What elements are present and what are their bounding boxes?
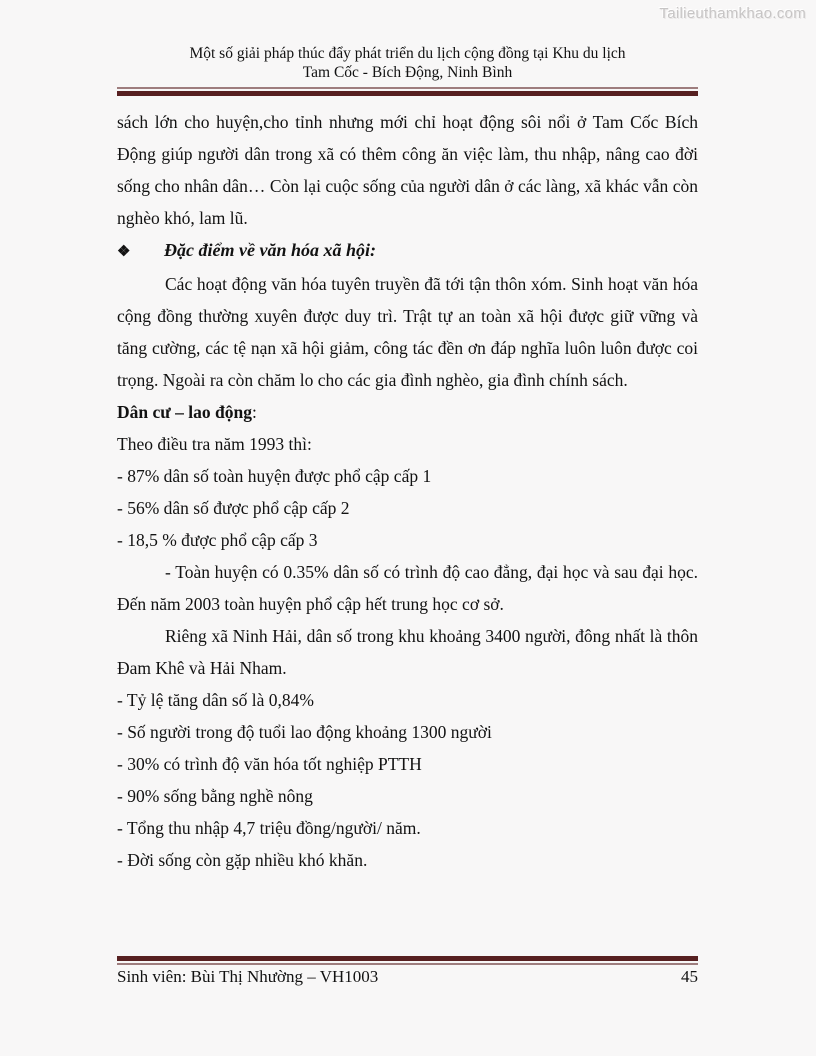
subheading-row — [117, 396, 698, 428]
list-item: - Số người trong độ tuổi lao động khoảng 1300 người — [117, 722, 492, 742]
header-divider — [117, 87, 698, 96]
intro-line: Theo điều tra năm 1993 thì: — [117, 434, 312, 454]
subheading-colon: : — [251, 402, 257, 422]
list-item: - 87% dân số toàn huyện được phổ cập cấp 1 — [117, 466, 432, 486]
paragraph: sách lớn cho huyện,cho tỉnh nhưng mới chỉ hoạt động sôi nổi ở Tam Cốc Bích Động giúp người dân trong xã có thêm công ăn việc làm, thu nhập, nâng cao đời sống cho nhân dân… Còn lại cuộc sống của người dân ở các làng, xã khác vẫn còn nghèo khó, lam lũ. — [117, 112, 698, 228]
page-number: 45 — [681, 967, 698, 986]
list-item: - 18,5 % được phổ cập cấp 3 — [117, 530, 318, 550]
list-item: - 90% sống bằng nghề nông — [117, 786, 313, 806]
diamond-bullet-icon: ❖ — [117, 244, 131, 260]
list-item: - 56% dân số được phổ cập cấp 2 — [117, 498, 350, 518]
paragraph: - Toàn huyện có 0.35% dân số có trình độ cao đẳng, đại học và sau đại học. Đến năm 2003 toàn huyện phổ cập hết trung học cơ sở. — [117, 562, 698, 614]
section-heading-row — [117, 234, 698, 268]
header-title-line2: Tam Cốc - Bích Động, Ninh Bình — [302, 64, 513, 81]
section-heading: Đặc điểm về văn hóa xã hội: — [164, 240, 376, 260]
footer-author: Sinh viên: Bùi Thị Nhường – VH1003 — [117, 967, 379, 986]
page-header — [117, 44, 698, 96]
paragraph: Các hoạt động văn hóa tuyên truyền đã tới tận thôn xóm. Sinh hoạt văn hóa cộng đồng thường xuyên được duy trì. Trật tự an toàn xã hội được giữ vững và tăng cường, các tệ nạn xã hội giảm, công tác đền ơn đáp nghĩa luôn luôn được coi trọng. Ngoài ra còn chăm lo cho các gia đình nghèo, gia đình chính sách. — [117, 274, 698, 390]
watermark: Tailieuthamkhao.com — [659, 5, 806, 22]
document-body — [117, 106, 698, 876]
page-footer — [117, 964, 698, 990]
list-item: - Tổng thu nhập 4,7 triệu đồng/người/ năm. — [117, 818, 421, 838]
paragraph: Riêng xã Ninh Hải, dân số trong khu khoảng 3400 người, đông nhất là thôn Đam Khê và Hải Nham. — [117, 626, 698, 678]
header-title-line1: Một số giải pháp thúc đẩy phát triển du lịch cộng đồng tại Khu du lịch — [189, 45, 626, 62]
list-item: - 30% có trình độ văn hóa tốt nghiệp PTTH — [117, 754, 422, 774]
list-item: - Tỷ lệ tăng dân số là 0,84% — [117, 690, 314, 710]
subheading: Dân cư – lao động — [117, 402, 252, 422]
list-item: - Đời sống còn gặp nhiều khó khăn. — [117, 850, 368, 870]
